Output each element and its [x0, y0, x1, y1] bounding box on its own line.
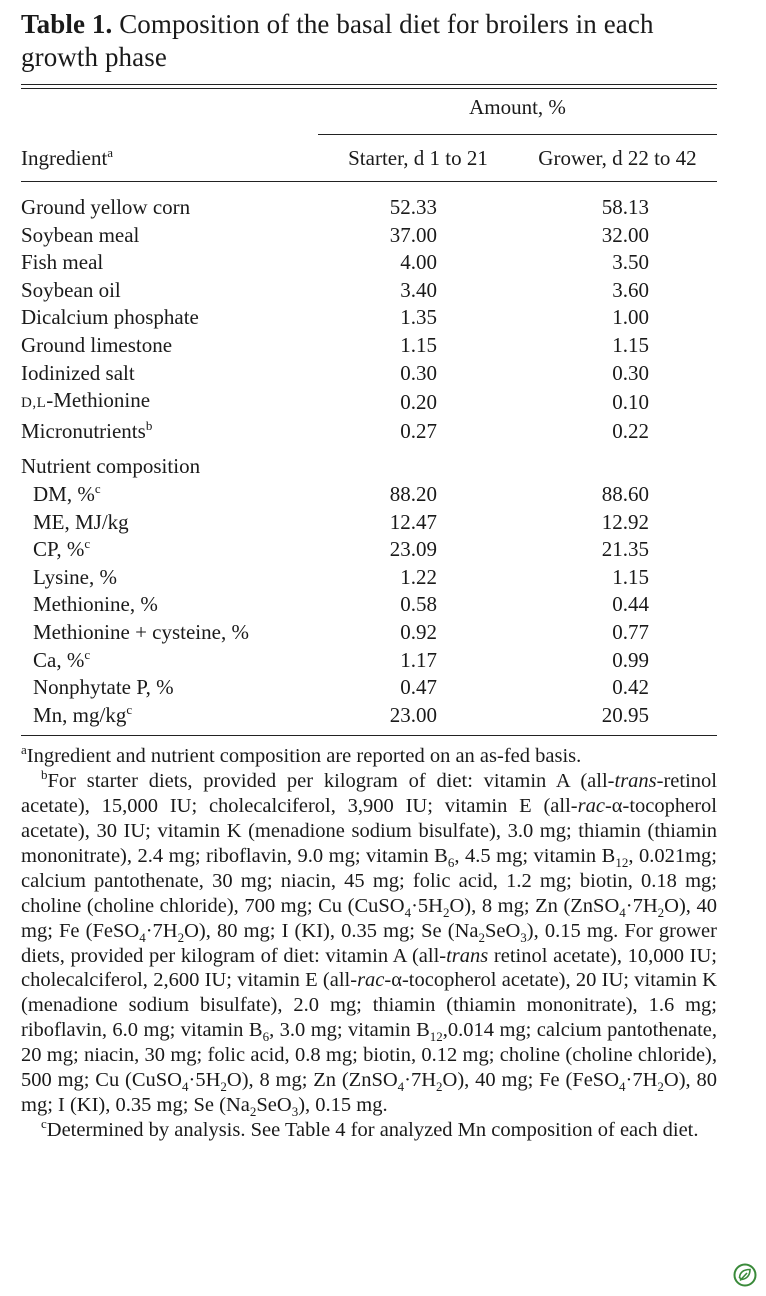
starter-value: 0.58	[400, 592, 437, 617]
table-row	[21, 277, 717, 305]
table-title	[21, 8, 717, 74]
grower-value: 0.99	[612, 647, 649, 672]
row-label: Iodinized salt	[21, 360, 135, 385]
grower-value: 1.15	[612, 564, 649, 589]
grower-value: 32.00	[601, 222, 649, 247]
grower-value: 0.44	[612, 592, 649, 617]
table-row	[21, 249, 717, 277]
table-row	[21, 360, 717, 388]
row-label: Soybean oil	[21, 277, 121, 302]
row-label: ME, MJ/kg	[33, 509, 129, 534]
table-row	[21, 647, 717, 675]
starter-value: 0.92	[400, 619, 437, 644]
table-label: Table 1.	[21, 9, 113, 39]
starter-value: 0.47	[400, 675, 437, 700]
amount-header-row	[21, 89, 717, 135]
table-row	[21, 674, 717, 702]
table-body	[21, 182, 717, 736]
starter-value: 12.47	[389, 509, 437, 534]
grower-value: 21.35	[601, 537, 649, 562]
starter-value: 0.27	[400, 418, 437, 443]
row-label: Lysine, %	[33, 564, 117, 589]
grower-value: 58.13	[601, 195, 649, 219]
row-label: Fish meal	[21, 250, 104, 275]
table-row	[21, 222, 717, 250]
header-ingredient: Ingredient$^a$	[21, 144, 114, 170]
starter-value: 1.35	[400, 305, 437, 330]
table-row	[21, 182, 717, 222]
starter-value: 1.15	[400, 332, 437, 357]
grower-value: 0.77	[612, 619, 649, 644]
starter-value: 0.30	[400, 360, 437, 385]
footnote-b: $^b$For starter diets, provided per kilogram of diet: vitamin A (all-trans-retinol acetate), 15,000 IU; cholecalciferol, 3,900 IU; vitamin E (all-rac-α-tocopherol acetate), 30 IU; vitamin K (menadione sodium bisulfate), 3.0 mg; thiamin (thiamin mononitrate), 2.4 mg; riboflavin, 9.0 mg; vitamin $B_6$, 4.5 mg; vitamin $B_{12}$, 0.021mg; calcium pantothenate, 30 mg; niacin, 45 mg; folic acid, 1.2 mg; biotin, 0.18 mg; choline (choline chloride), 700 mg; Cu $(CuSO_4\cdot 5H_2O)$, 8 mg; Zn $(ZnSO_4\cdot 7H_2O)$, 40 mg; Fe $(FeSO_4\cdot 7H_2O)$, 80 mg; I (KI), 0.35 mg; Se $(Na_2SeO_3)$, 0.15 mg. For grower diets, provided per kilogram of diet: vitamin A (all-trans retinol acetate), 10,000 IU; cholecalciferol, 2,600 IU; vitamin E (all-rac-α-tocopherol acetate), 20 IU; vitamin K (menadione sodium bisulfate), 2.0 mg; thiamin (thiamin mononitrate), 1.6 mg; riboflavin, 6.0 mg; vitamin $B_6$, 3.0 mg; vitamin $B_{12},0.014$ mg; calcium pantothenate, 20 mg; niacin, 30 mg; folic acid, 0.8 mg; biotin, 0.12 mg; choline (choline chloride), 500 mg; Cu $(CuSO_4\cdot 5H_2O)$, 8 mg; Zn $(ZnSO_4\cdot 7H_2O)$, 40 mg; Fe $(FeSO_4\cdot 7H_2O)$, 80 mg; I (KI), 0.35 mg; Se $(Na_2SeO_3)$, 0.15 mg.	[21, 767, 717, 1120]
row-label: Ca, %$^c$	[33, 646, 91, 672]
grower-value: 1.15	[612, 332, 649, 357]
starter-value: 23.09	[389, 537, 437, 562]
starter-value: 4.00	[400, 250, 437, 275]
table-row	[21, 591, 717, 619]
grower-value: 3.50	[612, 250, 649, 275]
nutrient-heading-row	[21, 445, 717, 481]
grower-value: 88.60	[601, 481, 649, 506]
table-container	[21, 8, 717, 1143]
amount-header: Amount, %	[469, 95, 566, 119]
row-label: CP, %$^c$	[33, 536, 91, 562]
row-label: Mn, $mg/kg^c$	[33, 701, 133, 727]
row-label: Micronutrients$^b$	[21, 417, 153, 443]
row-label: Methionine + cysteine, %	[33, 619, 249, 644]
table-row	[21, 481, 717, 509]
grower-value: 0.10	[612, 389, 649, 414]
row-label: D,L-Methionine	[21, 388, 151, 413]
amount-rule	[318, 134, 717, 135]
starter-value: 1.17	[400, 647, 437, 672]
row-label: Methionine, %	[33, 592, 158, 617]
starter-value: 88.20	[389, 481, 437, 506]
table-row	[21, 332, 717, 360]
table-row	[21, 509, 717, 537]
row-label: Ground limestone	[21, 332, 173, 357]
starter-value: 23.00	[389, 702, 437, 727]
starter-value: 1.22	[400, 564, 437, 589]
grower-value: 0.22	[612, 418, 649, 443]
row-label: Ground yellow corn	[21, 195, 191, 219]
header-grower: Grower, d 22 to 42	[538, 145, 697, 170]
column-header-row	[21, 135, 717, 182]
grower-value: 20.95	[601, 702, 649, 727]
table-row	[21, 619, 717, 647]
starter-value: 37.00	[389, 222, 437, 247]
table-row	[21, 536, 717, 564]
table-row	[21, 418, 717, 446]
table-row	[21, 702, 717, 736]
row-label: Soybean meal	[21, 222, 140, 247]
row-label: Dicalcium phosphate	[21, 305, 199, 330]
table-row	[21, 304, 717, 332]
table-row	[21, 387, 717, 418]
row-label: DM, %$^c$	[33, 480, 101, 506]
starter-value: 0.20	[400, 389, 437, 414]
footnote-c: $^c$Determined by analysis. See Table 4 for analyzed Mn composition of each diet.	[41, 1116, 699, 1141]
grower-value: 0.30	[612, 360, 649, 385]
row-label: Nonphytate P, %	[33, 675, 174, 700]
grower-value: 0.42	[612, 675, 649, 700]
header-starter: Starter, d 1 to 21	[348, 145, 488, 170]
footnote-a: $^a$Ingredient and nutrient composition are reported on an as-fed basis.	[21, 742, 582, 768]
footnotes	[21, 744, 717, 1143]
table-row	[21, 564, 717, 592]
grower-value: 1.00	[612, 305, 649, 330]
grower-value: 3.60	[612, 277, 649, 302]
starter-value: 3.40	[400, 277, 437, 302]
nutrient-heading: Nutrient composition	[21, 454, 201, 479]
grower-value: 12.92	[601, 509, 649, 534]
table-title-text: Composition of the basal diet for broilers in each growth phase	[21, 9, 654, 72]
diet-composition-table	[21, 135, 717, 736]
open-access-leaf-icon	[733, 1263, 757, 1287]
starter-value: 52.33	[389, 195, 437, 219]
